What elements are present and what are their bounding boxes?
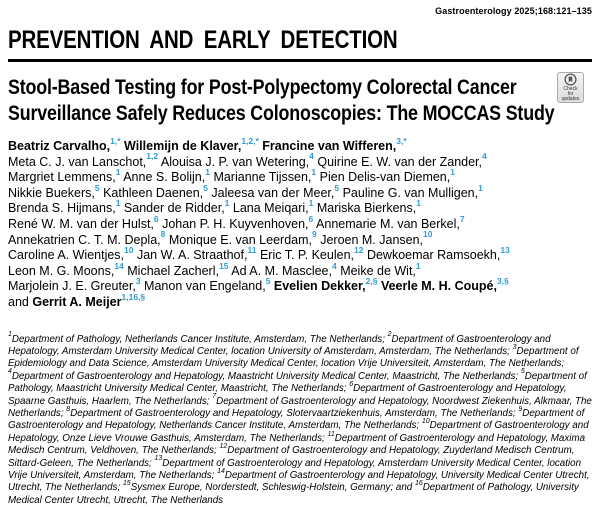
author-line [8,151,592,171]
author-name: Johan P. H. Kuyvenhoven,$^6$ [162,213,314,231]
author-name: Monique E. van Leerdam,$^9$ [168,229,317,247]
author-superscript: 1,* [110,135,121,146]
author-superscript: 1,16,§ [121,291,146,302]
author-name: Mariska Bierkens,$^1$ [316,198,421,216]
author-name: Anne S. Bolijn,$^1$ [123,167,210,185]
affiliation-superscript: 8 [66,405,71,413]
author-superscript: 1 [311,167,317,178]
author-superscript: 5 [94,182,100,193]
check-for-updates-label: Check for updates [561,86,580,102]
author-superscript: 1 [115,198,121,209]
author-name: Meike de Wit,$^1$ [340,260,421,278]
author-name: Evelien Dekker,$^{2,\S}$ [273,276,378,294]
author-name: Annemarie M. van Berkel,$^7$ [316,213,465,231]
author-superscript: 1 [416,198,421,209]
author-name: Leon M. G. Moons,$^{14}$ [8,260,124,278]
author-name: Jan W. A. Straathof,$^{11}$ [136,245,257,263]
author-name: Pauline G. van Mulligen,$^1$ [342,182,483,200]
affiliation-superscript: 4 [8,368,12,376]
author-superscript: 4 [309,151,314,162]
affiliation-superscript: 3 [512,343,517,351]
affiliation-superscript: 12 [219,442,228,450]
author-name: Dewkoemar Ramsoekh,$^{13}$ [366,245,510,263]
affiliation-superscript: 1 [8,331,12,339]
author-name: Ad A. M. Masclee,$^4$ [231,260,337,278]
author-superscript: 5 [203,182,208,193]
author-superscript: 2,§ [365,276,378,287]
author-name: Lana Meiqari,$^1$ [232,198,314,216]
author-name: Quirine E. W. van der Zander,$^4$ [317,151,487,169]
author-name: Annekatrien C. T. M. Depla,$^8$ [8,229,166,247]
author-name: Sander de Ridder,$^1$ [123,198,230,216]
affiliation-superscript: 14 [217,467,225,475]
affiliation-superscript: 7 [212,393,217,401]
author-name: Alouisa J. P. van Wetering,$^4$ [160,151,314,169]
affiliation-superscript: 10 [421,418,430,426]
author-superscript: 6 [308,213,314,224]
author-superscript: 1 [478,182,483,193]
journal-reference: Gastroenterology 2025;168:121–135 [435,6,592,16]
author-name: Margriet Lemmens,$^1$ [8,167,121,185]
header-rule [8,59,592,62]
check-for-updates-badge[interactable] [557,72,584,103]
author-name: Brenda S. Hijmans,$^1$ [8,198,121,216]
author-superscript: 7 [459,213,465,224]
author-line [8,182,592,202]
author-prefix: and [8,294,33,309]
author-name: Caroline A. Wientjes,$^{10}$ [8,245,134,263]
check-for-updates-icon [564,73,577,86]
author-superscript: 10 [423,229,433,240]
author-superscript: 15 [218,260,229,271]
author-name: Jeroen M. Jansen,$^{10}$ [320,229,433,247]
author-name: Kathleen Daenen,$^5$ [103,182,208,200]
author-name: Marianne Tijssen,$^1$ [213,167,317,185]
author-superscript: 1 [205,167,210,178]
author-superscript: 13 [500,245,510,255]
affiliation-superscript: 2 [387,331,392,339]
author-name: Francine van Wifferen,$^{3,*}$ [262,135,407,153]
author-line [8,291,592,311]
author-superscript: 9 [311,229,317,240]
author-superscript: 4 [331,260,337,271]
affiliation-superscript: 9 [518,405,523,413]
author-superscript: 4 [482,151,487,162]
author-name: Manon van Engeland,$^5$ [144,276,271,294]
author-name: Willemijn de Klaver,$^{1,2,*}$ [124,135,259,153]
affiliation-superscript: 13 [154,455,163,463]
affiliation-superscript: 11 [327,430,335,438]
author-superscript: 10 [124,245,134,255]
author-superscript: 3,* [396,135,407,146]
author-name: Michael Zacherl,$^{15}$ [127,260,229,278]
article-title-line-1: Stool-Based Testing for Post-Polypectomy Colorectal Cancer [8,76,517,99]
author-superscript: 11 [247,245,257,255]
author-superscript: 1 [224,198,230,209]
section-header: PREVENTION AND EARLY DETECTION [8,26,398,54]
author-name: Pien Delis-van Diemen,$^1$ [319,167,455,185]
author-superscript: 5 [334,182,340,193]
author-name: Meta C. J. van Lanschot,$^{1,2}$ [8,151,159,169]
author-line [8,245,592,264]
author-line [8,198,592,217]
author-superscript: 1 [450,167,455,178]
author-name: Beatriz Carvalho,$^{1,*}$ [8,135,121,153]
author-superscript: 5 [265,276,271,287]
author-superscript: 8 [160,229,166,240]
affiliation-superscript: 15 [122,480,131,488]
author-name: Gerrit A. Meijer$^{1,16,\S}$ [32,291,146,309]
author-line [8,213,592,233]
affiliation-superscript: 16 [414,480,423,488]
author-name: René W. M. van der Hulst,$^6$ [8,213,159,231]
author-superscript: 3,§ [496,276,509,287]
author-name: Eric T. P. Keulen,$^{12}$ [259,245,364,263]
author-name: Marjolein J. E. Greuter,$^3$ [8,276,141,294]
author-list [8,135,592,311]
author-line [8,135,592,155]
author-superscript: 1 [115,167,121,178]
author-superscript: 1 [308,198,314,209]
article-title [8,75,555,127]
affiliation-superscript: 5 [520,368,525,376]
author-line [8,276,592,295]
article-title-line-2: Surveillance Safely Reduces Colonoscopies: The MOCCAS Study [8,102,555,125]
author-superscript: 6 [153,213,159,224]
author-superscript: 12 [354,245,364,255]
author-superscript: 14 [114,260,124,271]
author-superscript: 3 [135,276,141,287]
author-superscript: 1,2 [146,151,159,162]
author-superscript: 1,2,* [241,135,259,146]
author-name: Veerle M. H. Coupé,$^{3,\S}$ [380,276,509,294]
affiliation-superscript: 6 [349,380,354,388]
author-name: Nikkie Buekers,$^5$ [8,182,100,200]
affiliations: $^1$Department of Pathology, Netherlands Cancer Institute, Amsterdam, The Netherlands; $^2$Department of Gastroenterology and Hepatology, Amsterdam University Medical Center, location University of Amsterdam, Amsterdam, The Netherlands; $^3$Department of Epidemiology and Data Science, Amsterdam University Medical Center, location Vrije Universiteit, Amsterdam, The Netherlands; $^4$Department of Gastroenterology and Hepatology, Maastricht University Medical Center, Maastricht, The Netherlands; $^5$Department of Pathology, Maastricht University Medical Center, Maastricht, The Netherlands; $^6$Department of Gastroenterology and Hepatology, Spaarne Gasthuis, Haarlem, The Netherlands; $^7$Department of Gastroenterology and Hepatology, Noordwest Ziekenhuis, Alkmaar, The Netherlands; $^8$Department of Gastroenterology and Hepatology, Slotervaartziekenhuis, Amsterdam, The Netherlands; $^9$Department of Gastroenterology and Hepatology, Netherlands Cancer Institute, Amsterdam, The Netherlands; $^{10}$Department of Gastroenterology and Hepatology, Onze Lieve Vrouwe Gasthuis, Amsterdam, The Netherlands; $^{11}$Department of Gastroenterology and Hepatology, Maxima Medisch Centrum, Veldhoven, The Netherlands; $^{12}$Department of Gastroenterology and Hepatology, Zuyderland Medisch Centrum, Sittard-Geleen, The Netherlands; $^{13}$Department of Gastroenterology and Hepatology, Amsterdam University Medical Center, location Vrije Universiteit, Amsterdam, The Netherlands; $^{14}$Department of Gastroenterology and Hepatology, University Medical Center Utrecht, Utrecht, The Netherlands; $^{15}$Sysmex Europe, Norderstedt, Schleswig-Holstein, Germany; and $^{16}$Department of Pathology, University Medical Center Utrecht, Utrecht, The Netherlands [8,331,592,506]
author-superscript: 1 [415,260,421,271]
author-name: Jaleesa van der Meer,$^5$ [211,182,340,200]
